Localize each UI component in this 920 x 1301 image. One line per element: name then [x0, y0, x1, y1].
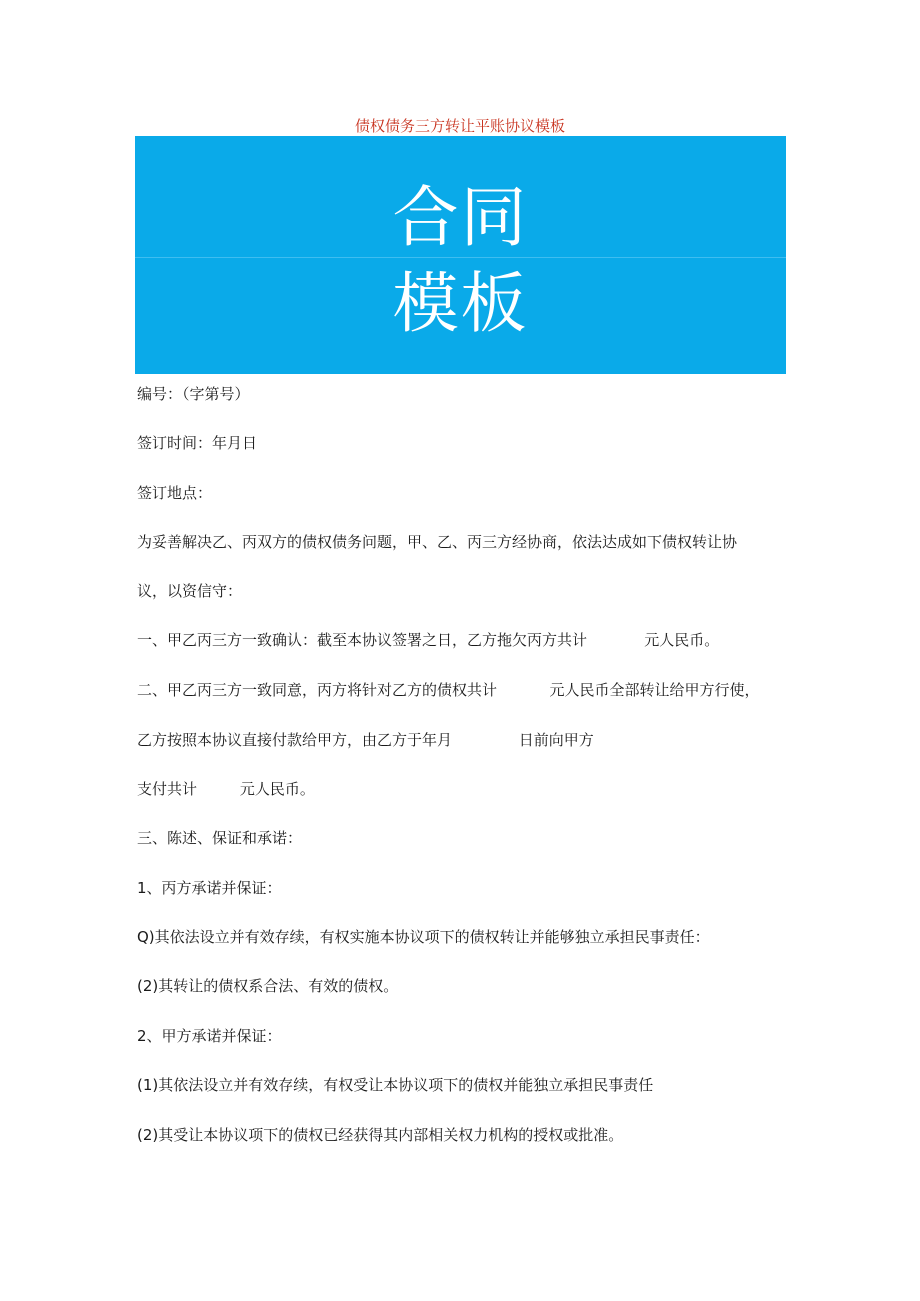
- clause-2-line-3: 支付共计 元人民币。: [137, 780, 315, 798]
- clause-2-line-1: 二、甲乙丙三方一致同意，丙方将针对乙方的债权共计 元人民币全部转让给甲方行使，: [137, 681, 760, 699]
- preamble-line-2: 议，以资信守：: [137, 582, 243, 600]
- clause-3-1-item-1: Q)其依法设立并有效存续，有权实施本协议项下的债权转让并能够独立承担民事责任：: [137, 928, 710, 946]
- clause-3-1-heading: 1、丙方承诺并保证：: [137, 879, 282, 897]
- clause-3-1-item-2: (2)其转让的债权系合法、有效的债权。: [137, 977, 399, 995]
- preamble-line-1: 为妥善解决乙、丙双方的债权债务问题，甲、乙、丙三方经协商，依法达成如下债权转让协: [137, 533, 738, 551]
- clause-2-line-2: 乙方按照本协议直接付款给甲方，由乙方于年月 日前向甲方: [137, 731, 594, 749]
- clause-1: 一、甲乙丙三方一致确认：截至本协议签署之日，乙方拖欠丙方共计 元人民币。: [137, 631, 720, 649]
- clause-3-2-item-1: (1)其依法设立并有效存续，有权受让本协议项下的债权并能独立承担民事责任: [137, 1076, 654, 1094]
- signing-date: 签订时间：年月日: [137, 434, 258, 452]
- banner-line-contract: 合同: [392, 179, 529, 256]
- clause-3-heading: 三、陈述、保证和承诺：: [137, 829, 303, 847]
- document-title: 债权债务三方转让平账协议模板: [354, 117, 565, 135]
- banner-line-template: 模板: [392, 265, 529, 342]
- contract-template-banner: [135, 136, 786, 374]
- clause-3-2-heading: 2、甲方承诺并保证：: [137, 1027, 282, 1045]
- banner-divider: [135, 257, 786, 258]
- signing-place: 签订地点：: [137, 484, 213, 502]
- contract-number: 编号：（字第号）: [137, 385, 250, 403]
- clause-3-2-item-2: (2)其受让本协议项下的债权已经获得其内部相关权力机构的授权或批准。: [137, 1126, 624, 1144]
